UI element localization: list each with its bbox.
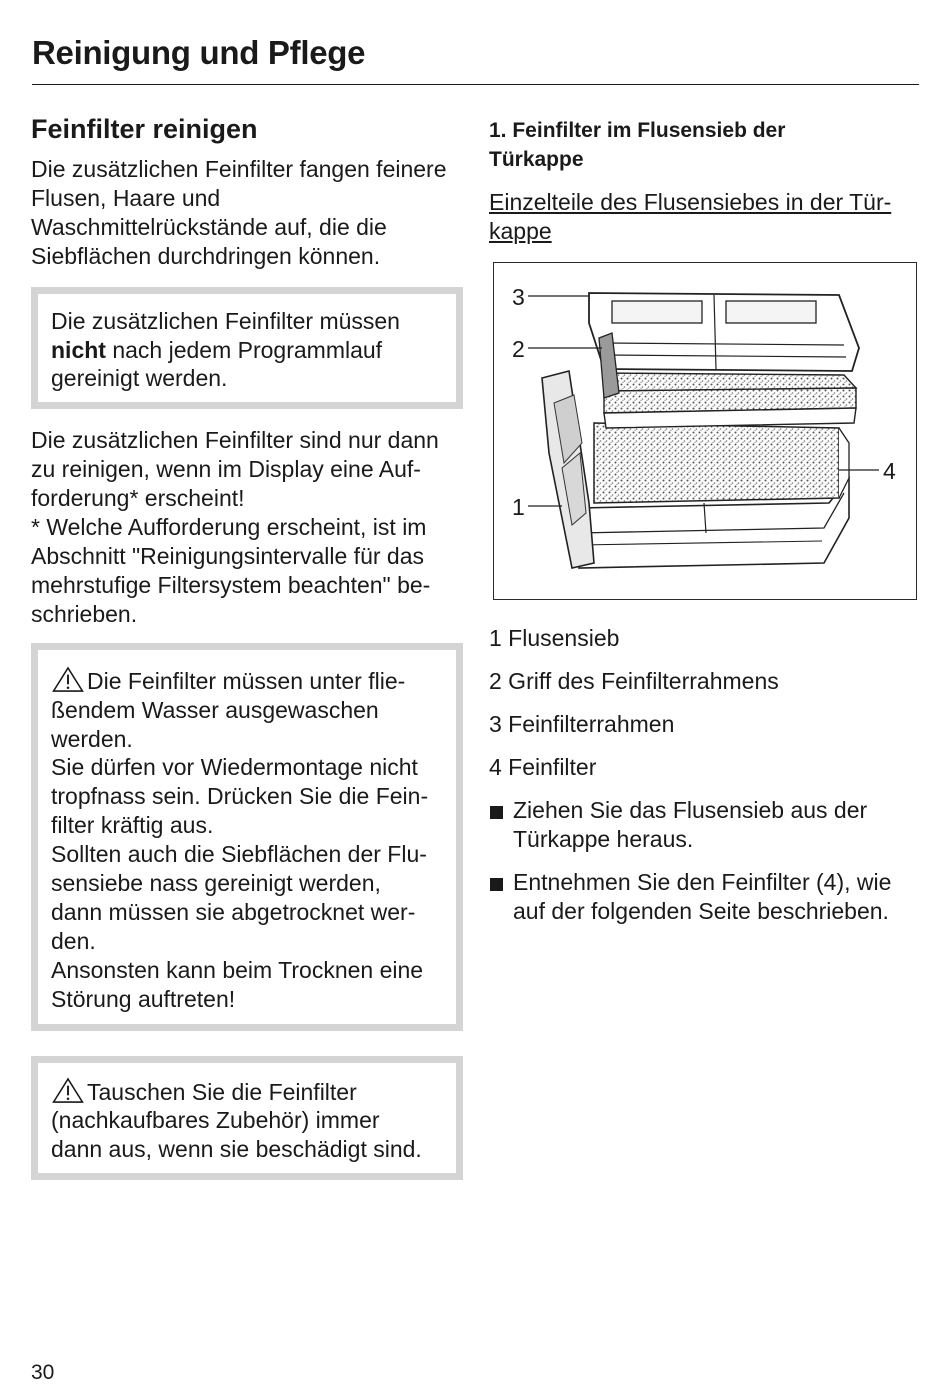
- warning-line: ßendem Wasser ausgewaschen: [51, 696, 379, 723]
- warning-line: dann müssen sie abgetrocknet wer-: [51, 898, 416, 925]
- warning-line: dann aus, wenn sie beschädigt sind.: [51, 1136, 422, 1163]
- text-line: [51, 666, 444, 696]
- warning-line: tropfnass sein. Drücken Sie die Fein-: [51, 783, 429, 810]
- page-title: Reinigung und Pflege: [32, 34, 366, 71]
- warning-line: Sie dürfen vor Wiedermontage nicht: [51, 754, 418, 781]
- legend-item: 1 Flusensieb: [489, 625, 620, 651]
- figure-label-3: 3: [512, 284, 525, 310]
- heading-line: 1. Feinfilter im Flusensieb der: [489, 119, 786, 142]
- warning-box-washing: [31, 643, 463, 1031]
- step-heading: [489, 116, 919, 174]
- warning-line: werden.: [51, 725, 133, 752]
- warning-box-replace: [31, 1056, 463, 1181]
- text-line: Abschnitt "Reinigungsintervalle für das: [31, 542, 424, 569]
- warning-line: (nachkaufbares Zubehör) immer: [51, 1107, 380, 1134]
- text-line: [51, 1077, 444, 1107]
- text-line: Die zusätzlichen Feinfilter sind nur dann: [31, 427, 439, 454]
- bullet-line: Ziehen Sie das Flusensieb aus der: [513, 797, 868, 823]
- warning-triangle-icon: [51, 666, 85, 693]
- figure-label-4: 4: [883, 458, 896, 484]
- warning-line: Ansonsten kann beim Trocknen eine: [51, 956, 424, 983]
- list-item: [489, 796, 919, 854]
- text-line: zu reinigen, wenn im Display eine Auf-: [31, 456, 421, 483]
- lint-filter-illustration: [493, 262, 917, 600]
- warning-triangle-icon: [51, 1077, 85, 1104]
- legend-item: 3 Feinfilterrahmen: [489, 711, 675, 737]
- warning-line: filter kräftig aus.: [51, 812, 214, 839]
- warning-line: Die Feinfilter müssen unter flie-: [87, 667, 406, 694]
- display-prompt-paragraph: [31, 426, 463, 628]
- header-divider: [32, 84, 919, 85]
- note-text-part: nach jedem Programmlauf gereinigt werden.: [51, 336, 383, 392]
- text-line: mehrstufige Filtersystem beachten" be-: [31, 571, 431, 598]
- intro-paragraph: Die zusätzlichen Feinfilter fangen feinere Flusen, Haare und Waschmittelrückstände auf, die die Siebflächen durchdringen können.: [31, 156, 447, 269]
- caption-line: Einzelteile des Flusensiebes in der Tür-: [489, 189, 892, 215]
- text-line: * Welche Aufforderung erscheint, ist im: [31, 514, 427, 541]
- section-title: Feinfilter reinigen: [31, 114, 258, 144]
- left-column: [31, 112, 463, 1180]
- bullet-square-icon: [490, 806, 503, 819]
- figure-label-2: 2: [512, 336, 525, 362]
- bullet-line: Entnehmen Sie den Feinfilter (4), wie: [513, 869, 892, 895]
- fine-filter: [594, 423, 839, 503]
- warning-line: Störung auftreten!: [51, 985, 236, 1012]
- page-number: 30: [31, 1361, 55, 1384]
- text-line: schrieben.: [31, 600, 138, 627]
- bullet-square-icon: [490, 878, 503, 891]
- legend-item: 4 Feinfilter: [489, 754, 597, 780]
- figure-legend: [489, 624, 919, 782]
- bullet-line: auf der folgenden Seite beschrieben.: [513, 898, 889, 924]
- filter-drawing: [494, 263, 915, 598]
- right-column: [489, 116, 919, 940]
- legend-item: 2 Griff des Feinfilterrahmens: [489, 668, 779, 694]
- figure-caption: [489, 188, 919, 246]
- note-text-emphasis: nicht: [51, 336, 106, 363]
- caption-line: kappe: [489, 218, 552, 244]
- warning-line: sensiebe nass gereinigt werden,: [51, 870, 381, 897]
- note-text-part: Die zusätzlichen Feinfilter müssen: [51, 307, 400, 334]
- warning-line: Tauschen Sie die Feinfilter: [87, 1078, 357, 1105]
- bullet-line: Türkappe heraus.: [513, 826, 694, 852]
- list-item: [489, 868, 919, 926]
- text-line: forderung* erscheint!: [31, 485, 245, 512]
- note-box: [31, 287, 463, 410]
- figure-label-1: 1: [512, 494, 525, 520]
- warning-line: den.: [51, 927, 96, 954]
- note-text: [51, 307, 444, 394]
- warning-line: Sollten auch die Siebflächen der Flu-: [51, 841, 427, 868]
- heading-line: Türkappe: [489, 148, 584, 171]
- instruction-list: [489, 796, 919, 926]
